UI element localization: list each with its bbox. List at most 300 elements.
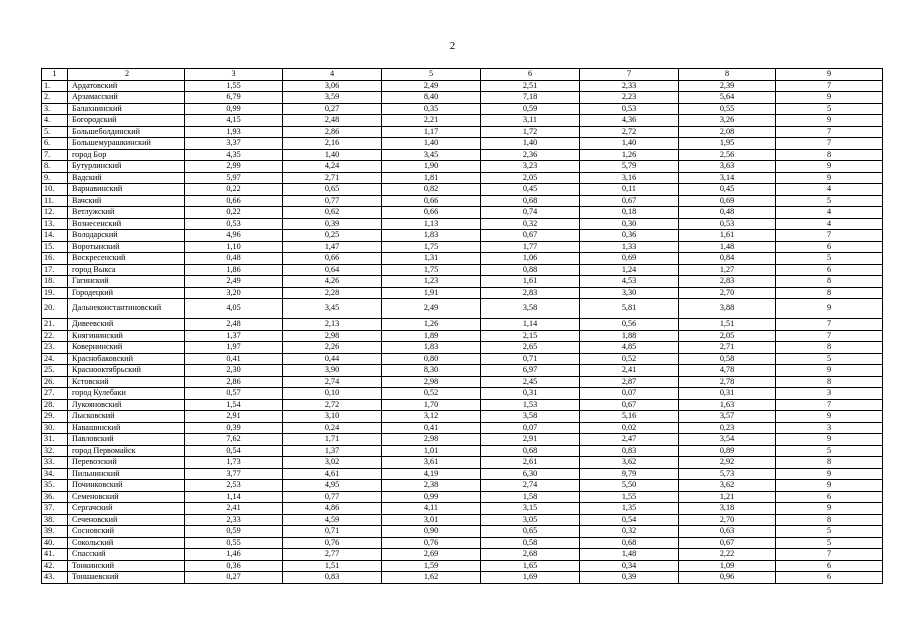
value-cell: 2,08: [679, 126, 776, 138]
row-number-cell: 40.: [42, 537, 68, 549]
value-cell: 2,69: [382, 549, 481, 561]
value-cell: 2,22: [679, 549, 776, 561]
value-cell: 1,61: [481, 276, 580, 288]
value-cell: 0,88: [481, 264, 580, 276]
value-cell: 0,67: [580, 195, 679, 207]
value-cell: 5,97: [185, 172, 283, 184]
value-cell: 0,66: [185, 195, 283, 207]
value-cell: 1,51: [679, 319, 776, 331]
value-cell: 1,13: [382, 218, 481, 230]
value-cell: 1,59: [382, 560, 481, 572]
table-row: [42, 503, 883, 515]
value-cell: 2,77: [283, 549, 382, 561]
row-number-cell: 8.: [42, 161, 68, 173]
table-row: [42, 195, 883, 207]
row-number-cell: 20.: [42, 299, 68, 319]
value-cell: 1,01: [382, 445, 481, 457]
district-name-cell: Починковский: [68, 480, 185, 492]
district-name-cell: Тонкинский: [68, 560, 185, 572]
district-name-cell: Перевозский: [68, 457, 185, 469]
value-cell: 1,83: [382, 230, 481, 242]
table-row: [42, 526, 883, 538]
value-cell: 9: [776, 411, 883, 423]
value-cell: 8: [776, 149, 883, 161]
value-cell: 2,83: [679, 276, 776, 288]
value-cell: 2,98: [382, 376, 481, 388]
table-row: [42, 537, 883, 549]
district-name-cell: Дивеевский: [68, 319, 185, 331]
value-cell: 0,35: [382, 103, 481, 115]
value-cell: 7: [776, 330, 883, 342]
value-cell: 1,47: [283, 241, 382, 253]
value-cell: 2,72: [580, 126, 679, 138]
header-cell: 9: [776, 69, 883, 81]
row-number-cell: 23.: [42, 342, 68, 354]
header-cell: 2: [68, 69, 185, 81]
row-number-cell: 38.: [42, 514, 68, 526]
value-cell: 4,26: [283, 276, 382, 288]
value-cell: 0,77: [283, 491, 382, 503]
value-cell: 0,34: [580, 560, 679, 572]
value-cell: 1,65: [481, 560, 580, 572]
value-cell: 1,54: [185, 399, 283, 411]
value-cell: 7: [776, 549, 883, 561]
value-cell: 4,95: [283, 480, 382, 492]
header-cell: 1: [42, 69, 68, 81]
value-cell: 5: [776, 253, 883, 265]
value-cell: 1,86: [185, 264, 283, 276]
value-cell: 0,22: [185, 184, 283, 196]
value-cell: 4: [776, 184, 883, 196]
table-row: [42, 253, 883, 265]
value-cell: 1,89: [382, 330, 481, 342]
value-cell: 9: [776, 172, 883, 184]
value-cell: 1,40: [283, 149, 382, 161]
value-cell: 0,54: [580, 514, 679, 526]
value-cell: 3,02: [283, 457, 382, 469]
value-cell: 4,11: [382, 503, 481, 515]
value-cell: 2,56: [679, 149, 776, 161]
value-cell: 2,41: [185, 503, 283, 515]
value-cell: 0,69: [679, 195, 776, 207]
row-number-cell: 15.: [42, 241, 68, 253]
row-number-cell: 32.: [42, 445, 68, 457]
district-name-cell: Вачский: [68, 195, 185, 207]
table-row: [42, 103, 883, 115]
value-cell: 5: [776, 195, 883, 207]
value-cell: 7: [776, 319, 883, 331]
value-cell: 1,40: [481, 138, 580, 150]
table-row: [42, 149, 883, 161]
value-cell: 2,92: [679, 457, 776, 469]
value-cell: 0,56: [580, 319, 679, 331]
value-cell: 3,59: [283, 92, 382, 104]
row-number-cell: 36.: [42, 491, 68, 503]
value-cell: 1,46: [185, 549, 283, 561]
value-cell: 8: [776, 276, 883, 288]
value-cell: 6,97: [481, 365, 580, 377]
value-cell: 2,47: [580, 434, 679, 446]
table-row: [42, 468, 883, 480]
row-number-cell: 43.: [42, 572, 68, 584]
table-row: [42, 241, 883, 253]
value-cell: 0,74: [481, 207, 580, 219]
value-cell: 0,22: [185, 207, 283, 219]
value-cell: 4,53: [580, 276, 679, 288]
value-cell: 0,32: [481, 218, 580, 230]
value-cell: 2,33: [580, 80, 679, 92]
value-cell: 3,54: [679, 434, 776, 446]
value-cell: 1,83: [382, 342, 481, 354]
value-cell: 2,36: [481, 149, 580, 161]
table-row: [42, 207, 883, 219]
value-cell: 0,65: [283, 184, 382, 196]
value-cell: 0,90: [382, 526, 481, 538]
value-cell: 7: [776, 126, 883, 138]
value-cell: 7,18: [481, 92, 580, 104]
value-cell: 5,81: [580, 299, 679, 319]
value-cell: 9: [776, 365, 883, 377]
row-number-cell: 42.: [42, 560, 68, 572]
value-cell: 0,32: [580, 526, 679, 538]
table-row: [42, 138, 883, 150]
value-cell: 1,09: [679, 560, 776, 572]
value-cell: 0,83: [580, 445, 679, 457]
district-name-cell: город Бор: [68, 149, 185, 161]
value-cell: 3,77: [185, 468, 283, 480]
value-cell: 0,59: [481, 103, 580, 115]
value-cell: 8: [776, 342, 883, 354]
value-cell: 1,48: [679, 241, 776, 253]
value-cell: 0,55: [679, 103, 776, 115]
value-cell: 0,36: [580, 230, 679, 242]
value-cell: 0,07: [481, 422, 580, 434]
value-cell: 0,68: [481, 445, 580, 457]
table-row: [42, 353, 883, 365]
table-row: [42, 161, 883, 173]
value-cell: 1,55: [580, 491, 679, 503]
table-row: [42, 342, 883, 354]
district-name-cell: Ардатовский: [68, 80, 185, 92]
value-cell: 2,41: [580, 365, 679, 377]
value-cell: 1,06: [481, 253, 580, 265]
value-cell: 0,10: [283, 388, 382, 400]
value-cell: 0,41: [185, 353, 283, 365]
district-name-cell: Вадский: [68, 172, 185, 184]
table-row: [42, 549, 883, 561]
value-cell: 0,62: [283, 207, 382, 219]
district-name-cell: Гагинский: [68, 276, 185, 288]
value-cell: 1,14: [185, 491, 283, 503]
value-cell: 0,44: [283, 353, 382, 365]
value-cell: 3,30: [580, 287, 679, 299]
value-cell: 2,83: [481, 287, 580, 299]
row-number-cell: 25.: [42, 365, 68, 377]
value-cell: 0,67: [481, 230, 580, 242]
value-cell: 0,80: [382, 353, 481, 365]
value-cell: 0,83: [283, 572, 382, 584]
value-cell: 3,10: [283, 411, 382, 423]
value-cell: 0,18: [580, 207, 679, 219]
table-row: [42, 365, 883, 377]
value-cell: 2,39: [679, 80, 776, 92]
value-cell: 3,12: [382, 411, 481, 423]
value-cell: 0,66: [382, 195, 481, 207]
table-row: [42, 230, 883, 242]
district-name-cell: Краснооктябрьский: [68, 365, 185, 377]
value-cell: 3,26: [679, 115, 776, 127]
value-cell: 9: [776, 92, 883, 104]
value-cell: 8,40: [382, 92, 481, 104]
row-number-cell: 14.: [42, 230, 68, 242]
table-row: [42, 276, 883, 288]
value-cell: 5: [776, 537, 883, 549]
row-number-cell: 28.: [42, 399, 68, 411]
value-cell: 6: [776, 491, 883, 503]
value-cell: 5,64: [679, 92, 776, 104]
value-cell: 3,23: [481, 161, 580, 173]
row-number-cell: 27.: [42, 388, 68, 400]
value-cell: 4,19: [382, 468, 481, 480]
value-cell: 3,61: [382, 457, 481, 469]
value-cell: 0,99: [185, 103, 283, 115]
value-cell: 4,78: [679, 365, 776, 377]
value-cell: 2,48: [185, 319, 283, 331]
value-cell: 0,53: [679, 218, 776, 230]
value-cell: 2,91: [481, 434, 580, 446]
value-cell: 9: [776, 299, 883, 319]
row-number-cell: 29.: [42, 411, 68, 423]
value-cell: 0,82: [382, 184, 481, 196]
value-cell: 2,05: [481, 172, 580, 184]
district-name-cell: Володарский: [68, 230, 185, 242]
row-number-cell: 21.: [42, 319, 68, 331]
row-number-cell: 30.: [42, 422, 68, 434]
value-cell: 2,71: [679, 342, 776, 354]
row-number-cell: 26.: [42, 376, 68, 388]
district-name-cell: Богородский: [68, 115, 185, 127]
value-cell: 1,17: [382, 126, 481, 138]
value-cell: 3,05: [481, 514, 580, 526]
district-name-cell: Воротынский: [68, 241, 185, 253]
value-cell: 0,63: [679, 526, 776, 538]
row-number-cell: 2.: [42, 92, 68, 104]
value-cell: 0,54: [185, 445, 283, 457]
value-cell: 2,05: [679, 330, 776, 342]
value-cell: 0,68: [481, 195, 580, 207]
value-cell: 1,37: [283, 445, 382, 457]
table-row: [42, 172, 883, 184]
district-name-cell: Павловский: [68, 434, 185, 446]
value-cell: 2,74: [481, 480, 580, 492]
value-cell: 5,16: [580, 411, 679, 423]
district-name-cell: Навашинский: [68, 422, 185, 434]
value-cell: 0,52: [580, 353, 679, 365]
value-cell: 9,79: [580, 468, 679, 480]
value-cell: 5,79: [580, 161, 679, 173]
value-cell: 3,01: [382, 514, 481, 526]
value-cell: 0,36: [185, 560, 283, 572]
value-cell: 5: [776, 445, 883, 457]
value-cell: 1,70: [382, 399, 481, 411]
value-cell: 2,98: [382, 434, 481, 446]
value-cell: 3,57: [679, 411, 776, 423]
value-cell: 3: [776, 422, 883, 434]
district-name-cell: город Первомайск: [68, 445, 185, 457]
value-cell: 1,75: [382, 241, 481, 253]
table-row: [42, 514, 883, 526]
district-name-cell: Балахнинский: [68, 103, 185, 115]
value-cell: 9: [776, 115, 883, 127]
value-cell: 1,40: [382, 138, 481, 150]
district-name-cell: Большемурашкинский: [68, 138, 185, 150]
value-cell: 6: [776, 560, 883, 572]
value-cell: 2,68: [481, 549, 580, 561]
table-row: [42, 115, 883, 127]
value-cell: 1,24: [580, 264, 679, 276]
value-cell: 3,58: [481, 299, 580, 319]
district-name-cell: Ветлужский: [68, 207, 185, 219]
row-number-cell: 3.: [42, 103, 68, 115]
value-cell: 1,40: [580, 138, 679, 150]
value-cell: 2,70: [679, 287, 776, 299]
value-cell: 2,78: [679, 376, 776, 388]
value-cell: 2,33: [185, 514, 283, 526]
value-cell: 2,28: [283, 287, 382, 299]
district-name-cell: Воскресенский: [68, 253, 185, 265]
value-cell: 0,48: [185, 253, 283, 265]
value-cell: 0,64: [283, 264, 382, 276]
value-cell: 1,27: [679, 264, 776, 276]
value-cell: 1,51: [283, 560, 382, 572]
district-name-cell: Арзамасский: [68, 92, 185, 104]
value-cell: 0,23: [679, 422, 776, 434]
value-cell: 1,31: [382, 253, 481, 265]
value-cell: 0,39: [580, 572, 679, 584]
table-row: [42, 376, 883, 388]
value-cell: 1,95: [679, 138, 776, 150]
table-row: [42, 264, 883, 276]
value-cell: 2,61: [481, 457, 580, 469]
value-cell: 9: [776, 468, 883, 480]
value-cell: 1,21: [679, 491, 776, 503]
table-row: [42, 491, 883, 503]
value-cell: 0,11: [580, 184, 679, 196]
row-number-cell: 9.: [42, 172, 68, 184]
table-row: [42, 560, 883, 572]
district-name-cell: Сосновский: [68, 526, 185, 538]
value-cell: 3,58: [481, 411, 580, 423]
value-cell: 1,58: [481, 491, 580, 503]
row-number-cell: 35.: [42, 480, 68, 492]
value-cell: 1,26: [382, 319, 481, 331]
value-cell: 7,62: [185, 434, 283, 446]
table-row: [42, 445, 883, 457]
district-name-cell: Ковернинский: [68, 342, 185, 354]
table-row: [42, 388, 883, 400]
district-name-cell: Вознесенский: [68, 218, 185, 230]
value-cell: 8: [776, 457, 883, 469]
row-number-cell: 22.: [42, 330, 68, 342]
value-cell: 0,27: [185, 572, 283, 584]
row-number-cell: 1.: [42, 80, 68, 92]
value-cell: 3,11: [481, 115, 580, 127]
value-cell: 0,68: [580, 537, 679, 549]
value-cell: 4,85: [580, 342, 679, 354]
header-cell: 3: [185, 69, 283, 81]
row-number-cell: 12.: [42, 207, 68, 219]
row-number-cell: 41.: [42, 549, 68, 561]
table-header-row: [42, 69, 883, 81]
district-data-table: [41, 68, 883, 584]
value-cell: 2,87: [580, 376, 679, 388]
value-cell: 0,59: [185, 526, 283, 538]
table-row: [42, 411, 883, 423]
row-number-cell: 13.: [42, 218, 68, 230]
value-cell: 0,67: [679, 537, 776, 549]
value-cell: 6: [776, 572, 883, 584]
value-cell: 0,89: [679, 445, 776, 457]
value-cell: 3,45: [382, 149, 481, 161]
value-cell: 2,23: [580, 92, 679, 104]
value-cell: 4,15: [185, 115, 283, 127]
value-cell: 2,49: [382, 80, 481, 92]
value-cell: 7: [776, 230, 883, 242]
value-cell: 0,66: [382, 207, 481, 219]
district-name-cell: Сокольский: [68, 537, 185, 549]
value-cell: 2,51: [481, 80, 580, 92]
value-cell: 0,52: [382, 388, 481, 400]
value-cell: 0,07: [580, 388, 679, 400]
row-number-cell: 34.: [42, 468, 68, 480]
value-cell: 1,71: [283, 434, 382, 446]
district-name-cell: Дальнеконстантиновский: [68, 299, 185, 319]
value-cell: 0,65: [481, 526, 580, 538]
value-cell: 0,25: [283, 230, 382, 242]
table-row: [42, 457, 883, 469]
value-cell: 2,86: [185, 376, 283, 388]
value-cell: 8: [776, 287, 883, 299]
value-cell: 0,31: [679, 388, 776, 400]
value-cell: 4: [776, 218, 883, 230]
value-cell: 0,41: [382, 422, 481, 434]
value-cell: 1,14: [481, 319, 580, 331]
value-cell: 2,13: [283, 319, 382, 331]
district-name-cell: город Выкса: [68, 264, 185, 276]
header-cell: 6: [481, 69, 580, 81]
value-cell: 1,10: [185, 241, 283, 253]
value-cell: 4,86: [283, 503, 382, 515]
value-cell: 1,48: [580, 549, 679, 561]
value-cell: 1,26: [580, 149, 679, 161]
value-cell: 1,73: [185, 457, 283, 469]
value-cell: 3,06: [283, 80, 382, 92]
district-name-cell: Лысковский: [68, 411, 185, 423]
value-cell: 4,36: [580, 115, 679, 127]
value-cell: 0,96: [679, 572, 776, 584]
value-cell: 1,69: [481, 572, 580, 584]
value-cell: 2,48: [283, 115, 382, 127]
value-cell: 1,91: [382, 287, 481, 299]
value-cell: 6,79: [185, 92, 283, 104]
value-cell: 1,93: [185, 126, 283, 138]
value-cell: 1,37: [185, 330, 283, 342]
row-number-cell: 33.: [42, 457, 68, 469]
value-cell: 3,63: [679, 161, 776, 173]
value-cell: 0,53: [580, 103, 679, 115]
district-name-cell: город Кулебаки: [68, 388, 185, 400]
value-cell: 3,45: [283, 299, 382, 319]
